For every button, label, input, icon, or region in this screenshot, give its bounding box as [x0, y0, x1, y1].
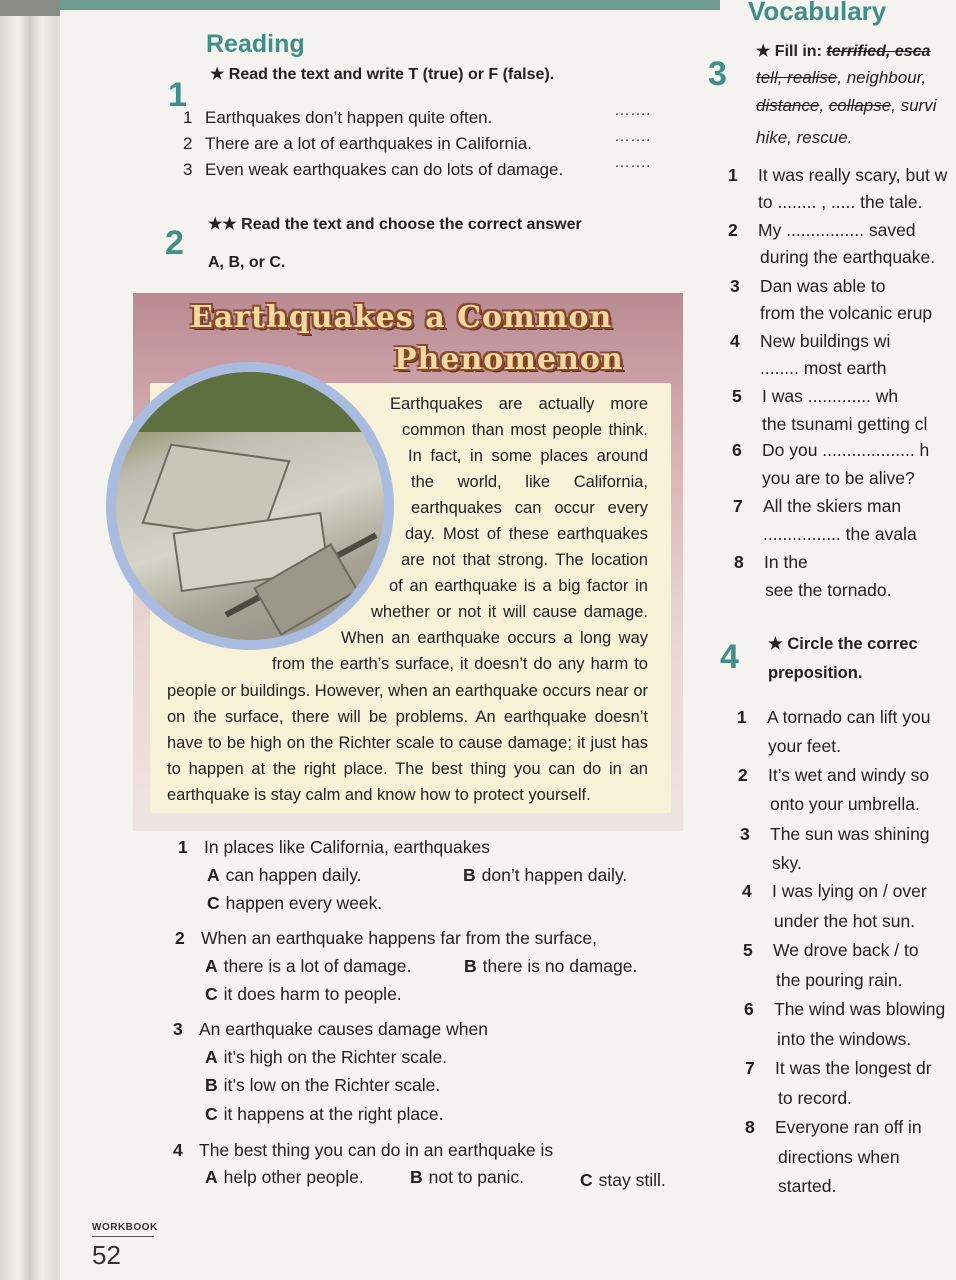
ex3-item: 5 I was ............. wh: [732, 386, 899, 406]
ex3-item-cont: you are to be alive?: [762, 468, 915, 488]
ex4-item-cont: your feet.: [768, 736, 841, 756]
answer-option[interactable]: A can happen daily.: [207, 865, 362, 885]
article-line: to happen at the right place. The best thing you can do in an: [167, 760, 648, 778]
ex1-item: 2 There are a lot of earthquakes in California.: [183, 134, 532, 153]
top-color-bar: [60, 0, 720, 10]
answer-option[interactable]: A it’s high on the Richter scale.: [205, 1047, 448, 1067]
question: 1 In places like California, earthquakes: [178, 837, 490, 857]
exercise-2-instruction-line2: A, B, or C.: [208, 254, 286, 271]
article-line: whether or not it will cause damage.: [371, 603, 648, 621]
exercise-4-instruction: ★ Circle the correc: [768, 635, 918, 653]
ex4-item-cont: sky.: [772, 853, 802, 873]
star-icon: ★: [210, 66, 225, 83]
answer-option[interactable]: A there is a lot of damage.: [205, 956, 412, 976]
exercise-4-number: 4: [720, 638, 739, 676]
ex4-item-cont: started.: [778, 1176, 837, 1196]
question: 3 An earthquake causes damage when: [173, 1019, 488, 1039]
article-line: people or buildings. However, when an earthquake occurs near or: [167, 682, 648, 700]
ex1-item: 3 Even weak earthquakes can do lots of damage.: [183, 160, 564, 179]
article-line: earthquake is stay calm and know how to protect yourself.: [167, 786, 591, 804]
ex3-item: 7 All the skiers man: [733, 496, 902, 516]
cracked-pavement-photo: [116, 372, 384, 640]
ex4-item: 8 Everyone ran off in: [745, 1117, 922, 1137]
article-line: of an earthquake is a big factor in: [389, 577, 648, 595]
ex4-item: 3 The sun was shining: [740, 824, 930, 844]
star-icon: ★: [768, 635, 783, 653]
answer-blank[interactable]: …….: [614, 154, 651, 171]
article-line: have to be high on the Richter scale to cause damage; it just has: [167, 734, 648, 752]
ex3-item-cont: from the volcanic erup: [760, 303, 933, 323]
ex4-item-cont: to record.: [778, 1088, 852, 1108]
ex4-item: 4 I was lying on / over: [742, 881, 927, 901]
answer-option[interactable]: A help other people.: [205, 1167, 364, 1187]
exercise-1-instruction: ★ Read the text and write T (true) or F (false).: [210, 66, 555, 83]
article-line: on the surface, there will be problems. An earthquake doesn’t: [167, 708, 648, 726]
article-line: common than most people think.: [402, 421, 648, 439]
question: 2 When an earthquake happens far from the surface,: [175, 928, 597, 948]
ex3-item-cont[interactable]: ........ most earth: [760, 358, 887, 378]
exercise-1-number: 1: [168, 76, 187, 114]
star-icon: ★: [756, 43, 771, 60]
article-line: When an earthquake occurs a long way: [341, 629, 648, 647]
word-bank-line: tell, realise, neighbour,: [756, 68, 927, 87]
reading-heading: Reading: [206, 30, 305, 58]
ex3-item: 2 My ................ saved: [728, 220, 916, 240]
workbook-label: WORKBOOK: [92, 1222, 158, 1233]
exercise-3-instruction: ★ Fill in: terrified, esca: [756, 43, 931, 60]
ex3-item: 3 Dan was able to: [730, 276, 886, 296]
ex4-item: 1 A tornado can lift you: [737, 707, 931, 727]
ex4-item: 7 It was the longest dr: [745, 1058, 932, 1078]
ex4-item-cont: the pouring rain.: [776, 970, 903, 990]
answer-option[interactable]: B there is no damage.: [464, 956, 638, 976]
answer-option[interactable]: B don’t happen daily.: [463, 865, 628, 885]
word-bank-line: hike, rescue.: [756, 128, 853, 147]
article-line: day. Most of these earthquakes: [405, 525, 648, 543]
answer-blank[interactable]: …….: [614, 102, 651, 119]
ex4-item: 5 We drove back / to: [743, 940, 919, 960]
ex3-item-cont: see the tornado.: [765, 580, 892, 600]
answer-blank[interactable]: …….: [614, 128, 651, 145]
answer-option[interactable]: B it’s low on the Richter scale.: [205, 1075, 441, 1095]
ex4-item: 6 The wind was blowing: [744, 999, 946, 1019]
answer-option[interactable]: C it happens at the right place.: [205, 1104, 444, 1124]
ex4-item: 2 It’s wet and windy so: [738, 765, 930, 785]
ex3-item-cont: the tsunami getting cl: [762, 414, 928, 434]
article-line: Earthquakes are actually more: [390, 395, 648, 413]
answer-option[interactable]: C happen every week.: [207, 893, 383, 913]
ex3-item-cont[interactable]: ................ the avala: [763, 524, 917, 544]
ex3-item: 1 It was really scary, but w: [728, 165, 948, 185]
exercise-2-instruction: ★★ Read the text and choose the correct answer: [208, 216, 582, 233]
ex3-item: 6 Do you ................... h: [732, 440, 930, 460]
exercise-4-instruction-line2: preposition.: [768, 664, 863, 682]
ex3-item-cont: during the earthquake.: [760, 247, 936, 267]
page-number: 52: [92, 1240, 121, 1270]
article-line: earthquakes can occur every: [411, 499, 648, 517]
ex4-item-cont[interactable]: onto your umbrella.: [770, 794, 920, 814]
article-line: In fact, in some places around: [408, 447, 648, 465]
article-line: from the earth’s surface, it doesn’t do any harm to: [272, 655, 648, 673]
ex4-item-cont: into the windows.: [777, 1029, 912, 1049]
ex1-item: 1 Earthquakes don’t happen quite often.: [183, 108, 493, 127]
answer-option[interactable]: C it does harm to people.: [205, 984, 402, 1004]
vocabulary-heading: Vocabulary: [748, 0, 887, 26]
exercise-2-number: 2: [165, 224, 184, 262]
earthquake-photo-frame: [106, 362, 394, 650]
ex4-item-cont: directions when: [778, 1147, 900, 1167]
ex3-item: 4 New buildings wi: [730, 331, 891, 351]
exercise-3-number: 3: [708, 55, 727, 93]
article-line: the world, like California,: [411, 473, 648, 491]
ex4-item-cont: under the hot sun.: [774, 911, 916, 931]
article-title-line1: Earthquakes a Common: [190, 300, 613, 335]
footer-divider: [92, 1236, 154, 1237]
double-star-icon: ★★: [208, 216, 237, 233]
article-title-line2: Phenomenon: [394, 342, 624, 377]
question: 4 The best thing you can do in an earthquake is: [173, 1140, 554, 1160]
answer-option[interactable]: B not to panic.: [410, 1167, 524, 1187]
word-bank-line: distance, collapse, survi: [756, 96, 937, 115]
article-line: are not that strong. The location: [401, 551, 648, 569]
answer-option[interactable]: C stay still.: [580, 1170, 666, 1190]
ex3-item-cont[interactable]: to ........ , ..... the tale.: [758, 192, 923, 212]
ex3-item: 8 In the: [734, 552, 808, 572]
